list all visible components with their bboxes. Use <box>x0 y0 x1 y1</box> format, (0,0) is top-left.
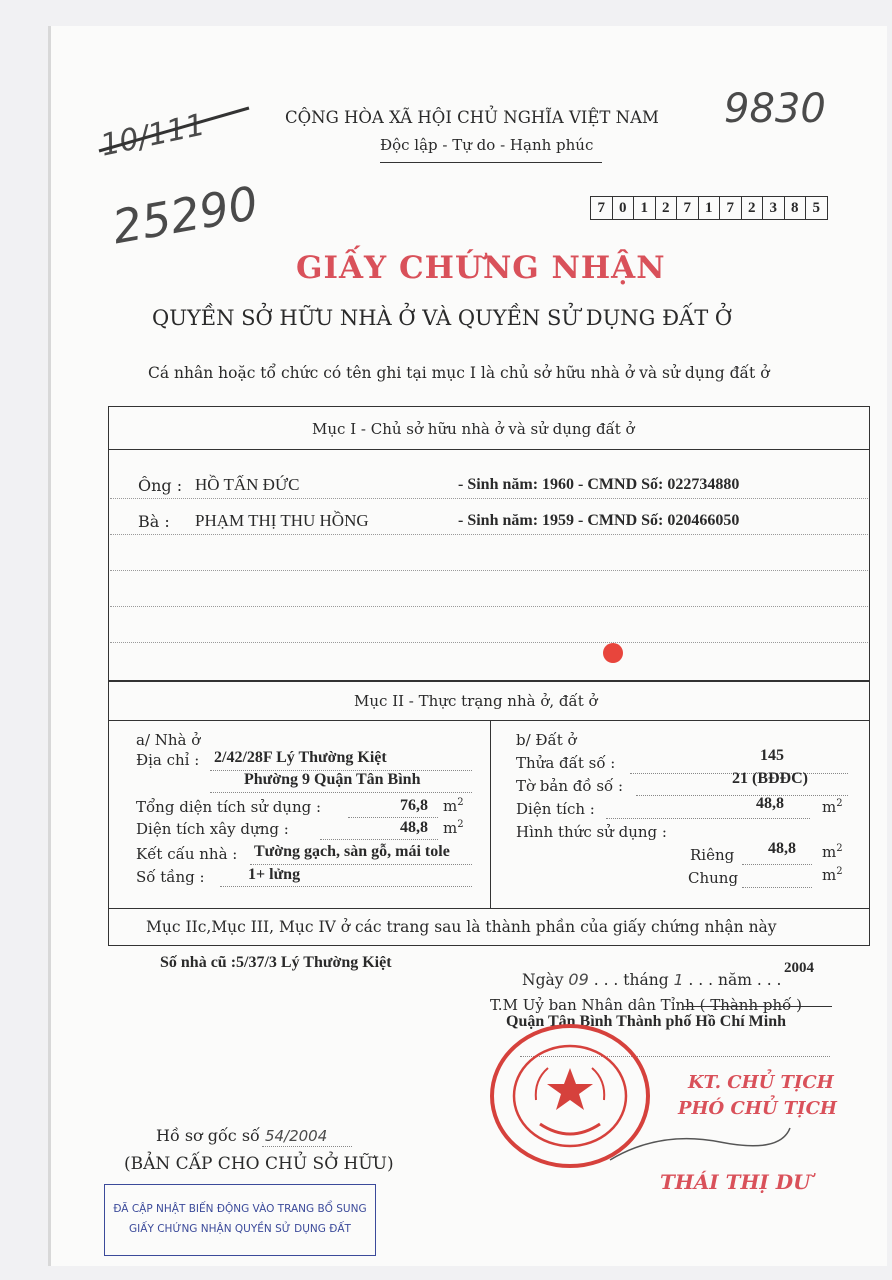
intro-text: Cá nhân hoặc tổ chức có tên ghi tại mục I là chủ sở hữu nhà ở và sử dụng đất ở <box>148 364 770 382</box>
section-1-divider <box>108 449 869 450</box>
structure-value: Tường gạch, sàn gỗ, mái tole <box>254 843 450 860</box>
section-2-heading: Mục II - Thực trạng nhà ở, đất ở <box>354 692 598 710</box>
total-area-label: Tổng diện tích sử dụng : <box>136 798 322 816</box>
owner-1-info: - Sinh năm: 1960 - CMND Số: 022734880 <box>458 476 740 493</box>
total-area-value: 76,8 <box>400 797 428 814</box>
update-stamp: ĐÃ CẬP NHẬT BIẾN ĐỘNG VÀO TRANG BỔ SUNG GIẤY CHỨNG NHẬN QUYỀN SỬ DỤNG ĐẤT <box>104 1184 376 1256</box>
shared-unit: $m^2$ <box>822 866 843 884</box>
date-line: Ngày 09 . . . tháng 1 . . . năm . . . <box>522 970 782 989</box>
map-value: 21 (BĐĐC) <box>732 770 808 787</box>
owner-1-name: HỒ TẤN ĐỨC <box>195 475 300 494</box>
copy-for-label: (BẢN CẤP CHO CHỦ SỞ HỮU) <box>124 1154 394 1174</box>
handwritten-note-top-left: 10/111 <box>97 107 209 164</box>
date-year: 2004 <box>784 960 814 976</box>
usage-label: Hình thức sử dụng : <box>516 823 667 841</box>
owner-2-title: Bà : <box>138 512 170 531</box>
address-label: Địa chỉ : <box>136 751 200 769</box>
handwritten-note-top-right: 9830 <box>724 86 826 132</box>
old-address: Số nhà cũ :5/37/3 Lý Thường Kiệt <box>160 954 392 971</box>
certificate-subtitle: QUYỀN SỞ HỮU NHÀ Ở VÀ QUYỀN SỬ DỤNG ĐẤT Ở <box>152 306 733 330</box>
owner-2-info: - Sinh năm: 1959 - CMND Số: 020466050 <box>458 512 740 529</box>
address-line-2: Phường 9 Quận Tân Bình <box>244 771 421 788</box>
serial-digit: 1 <box>699 197 721 219</box>
section-2-divider-bottom <box>108 908 869 909</box>
house-label: a/ Nhà ở <box>136 731 201 749</box>
authority-line-2: Quận Tân Bình Thành phố Hồ Chí Minh <box>506 1013 786 1030</box>
parcel-value: 145 <box>760 747 784 764</box>
serial-digit: 7 <box>591 197 613 219</box>
serial-digit: 0 <box>613 197 635 219</box>
owner-1-title: Ông : <box>138 476 183 495</box>
serial-number <box>590 196 828 220</box>
floors-value: 1+ lửng <box>248 866 301 883</box>
signature-mark <box>600 1120 800 1170</box>
parcel-label: Thửa đất số : <box>516 754 616 772</box>
signer-name: THÁI THỊ DƯ <box>660 1170 811 1194</box>
motto: Độc lập - Tự do - Hạnh phúc <box>380 136 594 154</box>
country-name: CỘNG HÒA XÃ HỘI CHỦ NGHĨA VIỆT NAM <box>285 108 659 127</box>
authority-line-1: T.M Uỷ ban Nhân dân Tỉnh ( Thành phố ) <box>490 996 802 1014</box>
land-area-label: Diện tích : <box>516 800 595 818</box>
structure-label: Kết cấu nhà : <box>136 845 238 863</box>
certificate-title: GIẤY CHỨNG NHẬN <box>296 250 666 286</box>
serial-digit: 2 <box>656 197 678 219</box>
serial-digit: 7 <box>677 197 699 219</box>
record-line: Hồ sơ gốc số 54/2004 <box>156 1126 328 1145</box>
footer-note: Mục IIc,Mục III, Mục IV ở các trang sau là thành phần của giấy chứng nhận này <box>146 918 777 936</box>
address-line-1: 2/42/28F Lý Thường Kiệt <box>214 749 387 766</box>
signature-title-2: PHÓ CHỦ TỊCH <box>678 1098 837 1119</box>
serial-digit: 5 <box>812 200 820 216</box>
section-2-column-divider <box>490 720 491 908</box>
total-area-unit: $m^2$ <box>443 797 464 815</box>
signature-title-1: KT. CHỦ TỊCH <box>688 1072 834 1093</box>
built-area-label: Diện tích xây dựng : <box>136 820 289 838</box>
built-area-unit: $m^2$ <box>443 819 464 837</box>
private-label: Riêng <box>690 846 735 864</box>
land-label: b/ Đất ở <box>516 731 577 749</box>
serial-digit: 3 <box>763 197 785 219</box>
serial-digit: 1 <box>634 197 656 219</box>
serial-digit: 7 <box>720 197 742 219</box>
floors-label: Số tầng : <box>136 868 205 886</box>
serial-digit: 8 <box>785 197 807 219</box>
section-1-heading: Mục I - Chủ sở hữu nhà ở và sử dụng đất ở <box>312 420 635 438</box>
private-value: 48,8 <box>768 840 796 857</box>
built-area-value: 48,8 <box>400 819 428 836</box>
handwritten-number: 25290 <box>108 175 262 255</box>
section-2-divider-top <box>108 720 869 721</box>
red-dot <box>603 643 623 663</box>
motto-underline <box>380 162 602 163</box>
owner-2-name: PHẠM THỊ THU HỒNG <box>195 511 369 530</box>
map-label: Tờ bản đồ số : <box>516 777 624 795</box>
section-1-box <box>108 406 870 682</box>
shared-label: Chung <box>688 869 739 887</box>
private-unit: $m^2$ <box>822 843 843 861</box>
land-area-value: 48,8 <box>756 795 784 812</box>
strike-province <box>682 1006 832 1007</box>
serial-digit: 2 <box>742 197 764 219</box>
land-area-unit: $m^2$ <box>822 798 843 816</box>
